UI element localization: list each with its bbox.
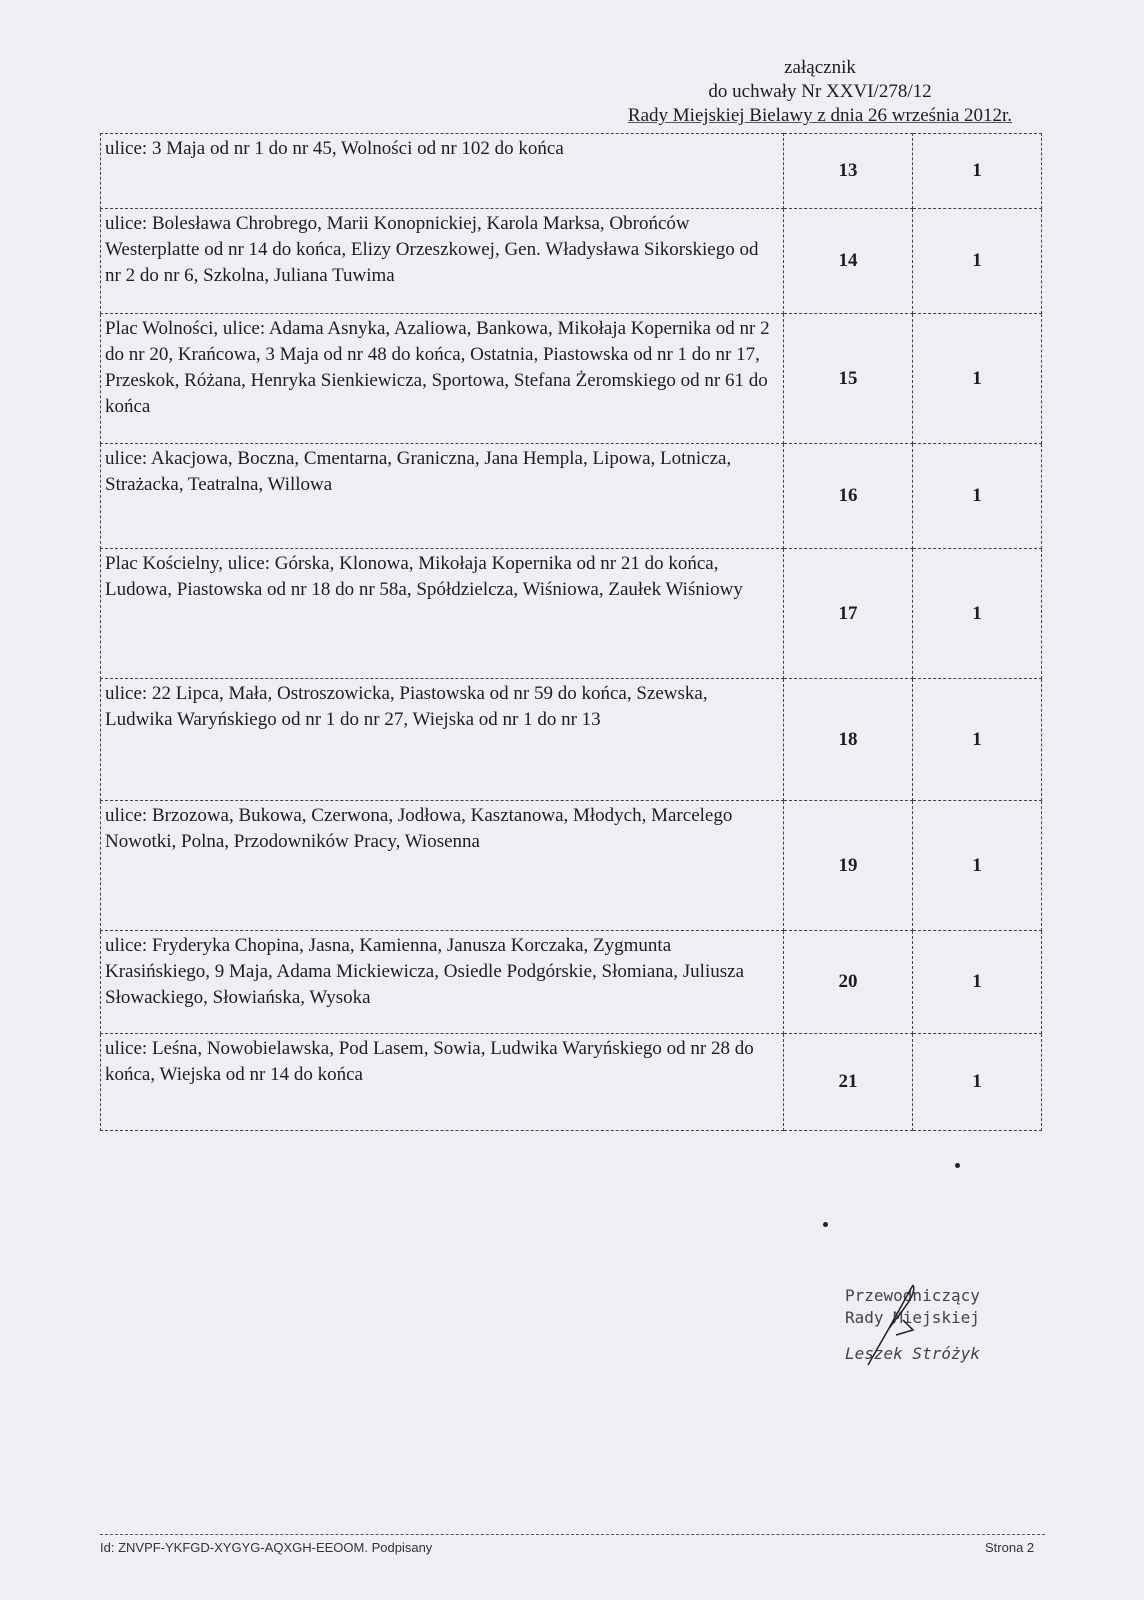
page-number: Strona 2: [985, 1540, 1035, 1555]
stamp-title: Przewodniczący: [845, 1286, 980, 1305]
streets-cell: ulice: 22 Lipca, Mała, Ostroszowicka, Piastowska od nr 59 do końca, Szewska, Ludwika Waryńskiego od nr 1 do nr 27, Wiejska od nr 1 do nr 13: [101, 679, 784, 801]
handwritten-signature: [858, 1280, 948, 1370]
seats-count-cell: 1: [913, 1034, 1042, 1131]
streets-cell: ulice: 3 Maja od nr 1 do nr 45, Wolności od nr 102 do końca: [101, 134, 784, 209]
district-number-cell: 16: [784, 444, 913, 549]
seats-count-cell: 1: [913, 931, 1042, 1034]
resolution-number: do uchwały Nr XXVI/278/12: [708, 81, 932, 102]
district-number-cell: 20: [784, 931, 913, 1034]
seats-count-cell: 1: [913, 444, 1042, 549]
district-number-cell: 19: [784, 801, 913, 931]
table-row: [101, 444, 1042, 549]
streets-cell: ulice: Leśna, Nowobielawska, Pod Lasem, Sowia, Ludwika Waryńskiego od nr 28 do końca, Wiejska od nr 14 do końca: [101, 1034, 784, 1131]
annex-label: załącznik: [784, 57, 856, 78]
table-row: [101, 679, 1042, 801]
table-row: [101, 801, 1042, 931]
seats-count-cell: 1: [913, 679, 1042, 801]
streets-cell: ulice: Fryderyka Chopina, Jasna, Kamienna, Janusza Korczaka, Zygmunta Krasińskiego, 9 Maja, Adama Mickiewicza, Osiedle Podgórskie, Słomiana, Juliusza Słowackiego, Słowiańska, Wysoka: [101, 931, 784, 1034]
district-number-cell: 17: [784, 549, 913, 679]
streets-cell: Plac Wolności, ulice: Adama Asnyka, Azaliowa, Bankowa, Mikołaja Kopernika od nr 2 do nr 20, Krańcowa, 3 Maja od nr 48 do końca, Ostatnia, Piastowska od nr 1 do nr 17, Przeskok, Różana, Henryka Sienkiewicza, Sportowa, Stefana Żeromskiego od nr 61 do końca: [101, 314, 784, 444]
seats-count-cell: 1: [913, 314, 1042, 444]
table-row: [101, 1034, 1042, 1131]
seats-count-cell: 1: [913, 209, 1042, 314]
table-row: [101, 549, 1042, 679]
document-id: Id: ZNVPF-YKFGD-XYGYG-AQXGH-EEOOM. Podpisany: [100, 1540, 433, 1555]
streets-cell: ulice: Brzozowa, Bukowa, Czerwona, Jodłowa, Kasztanowa, Młodych, Marcelego Nowotki, Polna, Przodowników Pracy, Wiosenna: [101, 801, 784, 931]
seats-count-cell: 1: [913, 134, 1042, 209]
streets-cell: ulice: Bolesława Chrobrego, Marii Konopnickiej, Karola Marksa, Obrońców Westerplatte od nr 14 do końca, Elizy Orzeszkowej, Gen. Władysława Sikorskiego od nr 2 do nr 6, Szkolna, Juliana Tuwima: [101, 209, 784, 314]
seats-count-cell: 1: [913, 801, 1042, 931]
district-number-cell: 18: [784, 679, 913, 801]
district-number-cell: 15: [784, 314, 913, 444]
streets-cell: Plac Kościelny, ulice: Górska, Klonowa, Mikołaja Kopernika od nr 21 do końca, Ludowa, Piastowska od nr 18 do nr 58a, Spółdzielcza, Wiśniowa, Zaułek Wiśniowy: [101, 549, 784, 679]
districts-table: [100, 133, 1042, 1131]
table-row: [101, 931, 1042, 1034]
council-date: Rady Miejskiej Bielawy z dnia 26 września 2012r.: [627, 105, 1013, 126]
district-number-cell: 21: [784, 1034, 913, 1131]
streets-cell: ulice: Akacjowa, Boczna, Cmentarna, Graniczna, Jana Hempla, Lipowa, Lotnicza, Strażacka, Teatralna, Willowa: [101, 444, 784, 549]
district-number-cell: 14: [784, 209, 913, 314]
footer-divider: [100, 1534, 1045, 1535]
district-number-cell: 13: [784, 134, 913, 209]
scan-speck: [823, 1222, 828, 1227]
seats-count-cell: 1: [913, 549, 1042, 679]
table-row: [101, 314, 1042, 444]
stamp-council: Rady Miejskiej: [845, 1308, 980, 1327]
scan-speck: [955, 1163, 960, 1168]
table-row: [101, 134, 1042, 209]
table-row: [101, 209, 1042, 314]
stamp-name: Leszek Stróżyk: [845, 1344, 980, 1363]
